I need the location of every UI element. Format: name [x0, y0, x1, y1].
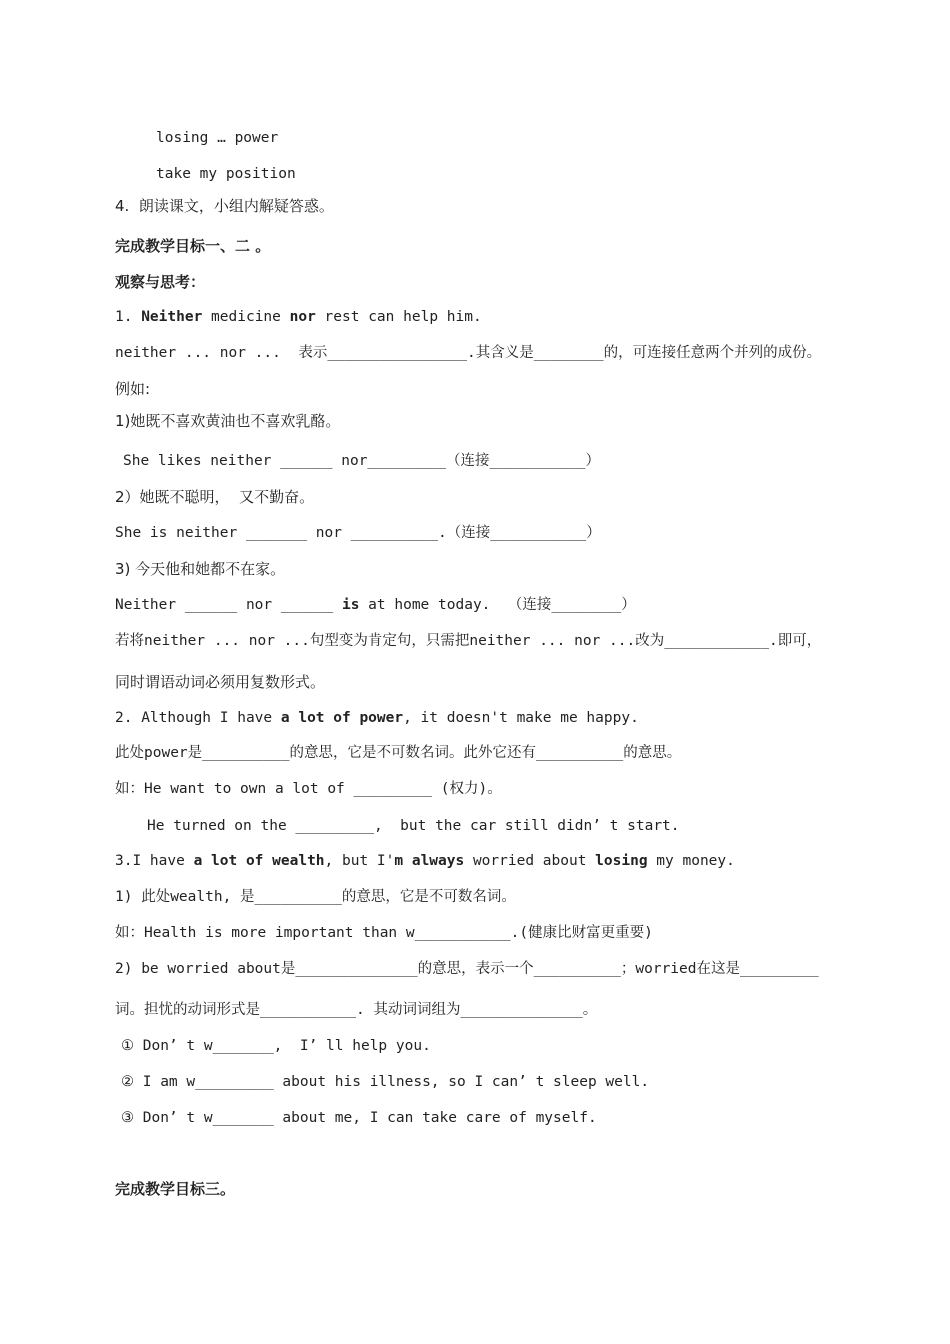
example-1-english: She likes neither ______ nor_________（连接___________） [123, 453, 601, 469]
exercise-1: ① Don’ t w_______, I’ ll help you. [121, 1038, 431, 1054]
heading-observe-think: 观察与思考： [115, 273, 206, 291]
power-example-1: 如：He want to own a lot of _________ (权力)。 [115, 781, 502, 797]
worry-verb-form: 词。担忧的动词形式是___________. 其动词词组为______________。 [115, 1002, 598, 1018]
step-4: 4. 朗读课文，小组内解疑答惑。 [115, 197, 334, 215]
wealth-meaning: 1) 此处wealth, 是__________的意思，它是不可数名词。 [115, 889, 516, 905]
example-1-chinese: 1)她既不喜欢黄油也不喜欢乳酪。 [115, 412, 341, 430]
section-heading-goal-3: 完成教学目标三。 [115, 1180, 236, 1198]
be-worried-about-meaning: 2) be worried about是______________的意思，表示一个__________；worried在这是_________ [115, 961, 819, 977]
wealth-example: 如：Health is more important than w___________.(健康比财富更重要) [115, 925, 653, 941]
example-3-chinese: 3) 今天他和她都不在家。 [115, 560, 286, 578]
exercise-2: ② I am w_________ about his illness, so I can’ t sleep well. [121, 1074, 650, 1090]
item-2-sentence: 2. Although I have a lot of power, it doesn't make me happy. [115, 710, 639, 726]
positive-form-note: 若将neither ... nor ...句型变为肯定句，只需把neither ... nor ...改为____________.即可， [115, 633, 822, 649]
exercise-3: ③ Don’ t w_______ about me, I can take care of myself. [121, 1110, 597, 1126]
example-label: 例如: [115, 380, 151, 398]
section-heading-goals-1-2: 完成教学目标一、二 。 [115, 237, 271, 255]
power-example-2: He turned on the _________, but the car still didn’ t start. [147, 818, 680, 834]
example-3-english: Neither ______ nor ______ is at home today. （连接________） [115, 597, 636, 613]
plural-verb-note: 同时谓语动词必须用复数形式。 [115, 673, 326, 691]
power-meaning: 此处power是__________的意思，它是不可数名词。此外它还有__________的意思。 [115, 745, 682, 761]
example-2-chinese: 2）她既不聪明， 又不勤奋。 [115, 488, 315, 506]
item-1-sentence: 1. Neither medicine nor rest can help him. [115, 309, 482, 325]
example-2-english: She is neither _______ nor __________.（连接___________） [115, 525, 601, 541]
phrase-losing-power: losing … power [156, 130, 279, 146]
neither-nor-explanation: neither ... nor ... 表示________________.其含义是________的，可连接任意两个并列的成份。 [115, 345, 822, 361]
item-3-sentence: 3.I have a lot of wealth, but I'm always worried about losing my money. [115, 853, 735, 869]
phrase-take-my-position: take my position [156, 166, 296, 182]
